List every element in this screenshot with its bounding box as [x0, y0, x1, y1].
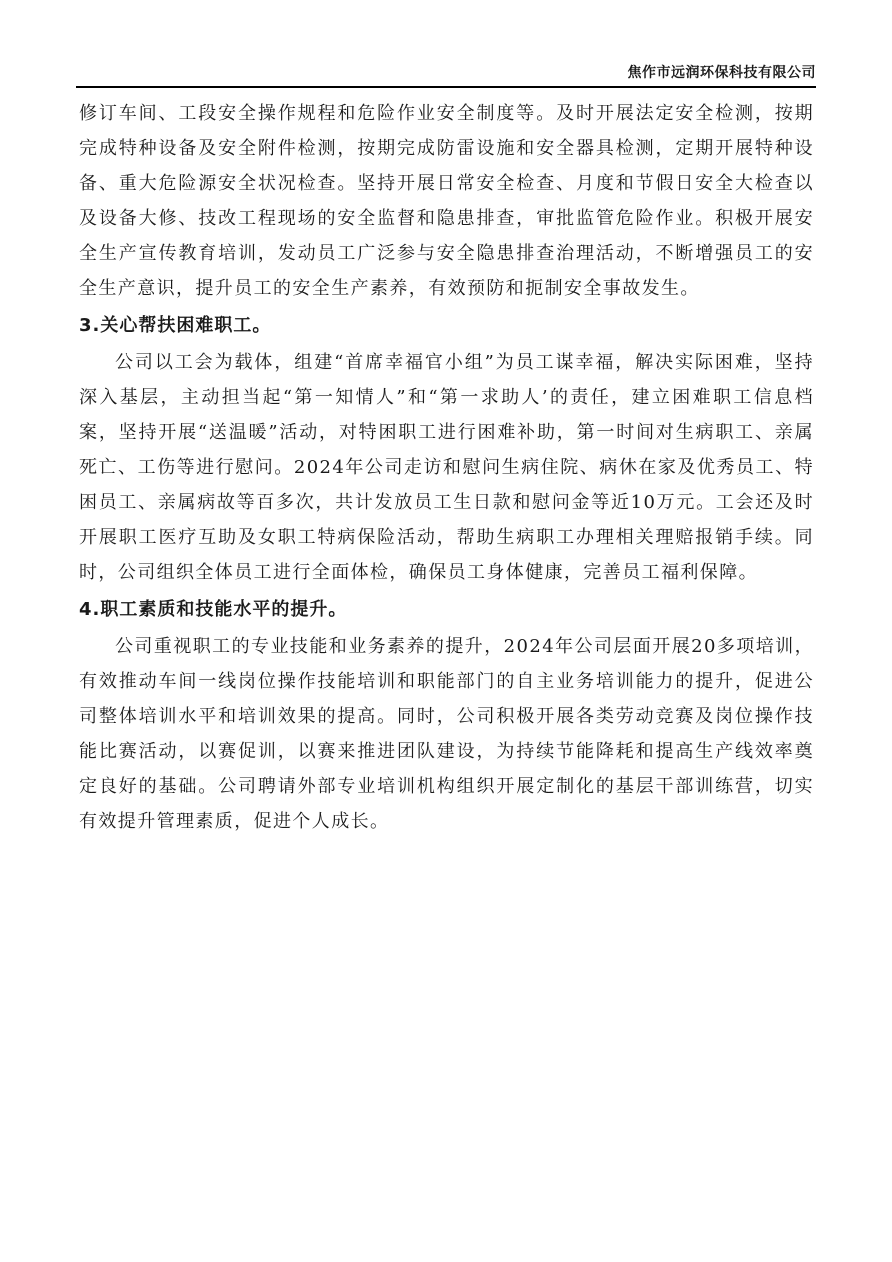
section-heading-3: 3.关心帮扶困难职工。	[79, 315, 272, 336]
section-heading-4: 4.职工素质和技能水平的提升。	[79, 599, 348, 620]
paragraph-safety-continued: 修订车间、工段安全操作规程和危险作业安全制度等。及时开展法定安全检测，按期完成特种设备及安全附件检测，按期完成防雷设施和安全器具检测，定期开展特种设备、重大危险源安全状况检查。坚持开展日常安全检查、月度和节假日安全大检查以及设备大修、技改工程现场的安全监督和隐患排查，审批监管危险作业。积极开展安全生产宣传教育培训，发动员工广泛参与安全隐患排查治理活动，不断增强员工的安全生产意识，提升员工的安全生产素养，有效预防和扼制安全事故发生。	[79, 103, 814, 299]
paragraph-skills-improvement: 公司重视职工的专业技能和业务素养的提升，2024年公司层面开展20多项培训，有效推动车间一线岗位操作技能培训和职能部门的自主业务培训能力的提升，促进公司整体培训水平和培训效果的提高。同时，公司积极开展各类劳动竞赛及岗位操作技能比赛活动，以赛促训，以赛来推进团队建设，为持续节能降耗和提高生产线效率奠定良好的基础。公司聘请外部专业培训机构组织开展定制化的基层干部训练营，切实有效提升管理素质，促进个人成长。	[79, 636, 814, 832]
document-body	[79, 96, 814, 839]
header-divider	[76, 86, 816, 88]
paragraph-care-for-employees: 公司以工会为载体，组建“首席幸福官小组”为员工谋幸福，解决实际困难，坚持深入基层，主动担当起“第一知情人”和“第一求助人’的责任，建立困难职工信息档案，坚持开展“送温暖”活动，对特困职工进行困难补助，第一时间对生病职工、亲属死亡、工伤等进行慰问。2024年公司走访和慰问生病住院、病休在家及优秀员工、特困员工、亲属病故等百多次，共计发放员工生日款和慰问金等近10万元。工会还及时开展职工医疗互助及女职工特病保险活动，帮助生病职工办理相关理赔报销手续。同时，公司组织全体员工进行全面体检，确保员工身体健康，完善员工福利保障。	[79, 352, 814, 583]
page-header-company: 焦作市远润环保科技有限公司	[627, 65, 816, 81]
